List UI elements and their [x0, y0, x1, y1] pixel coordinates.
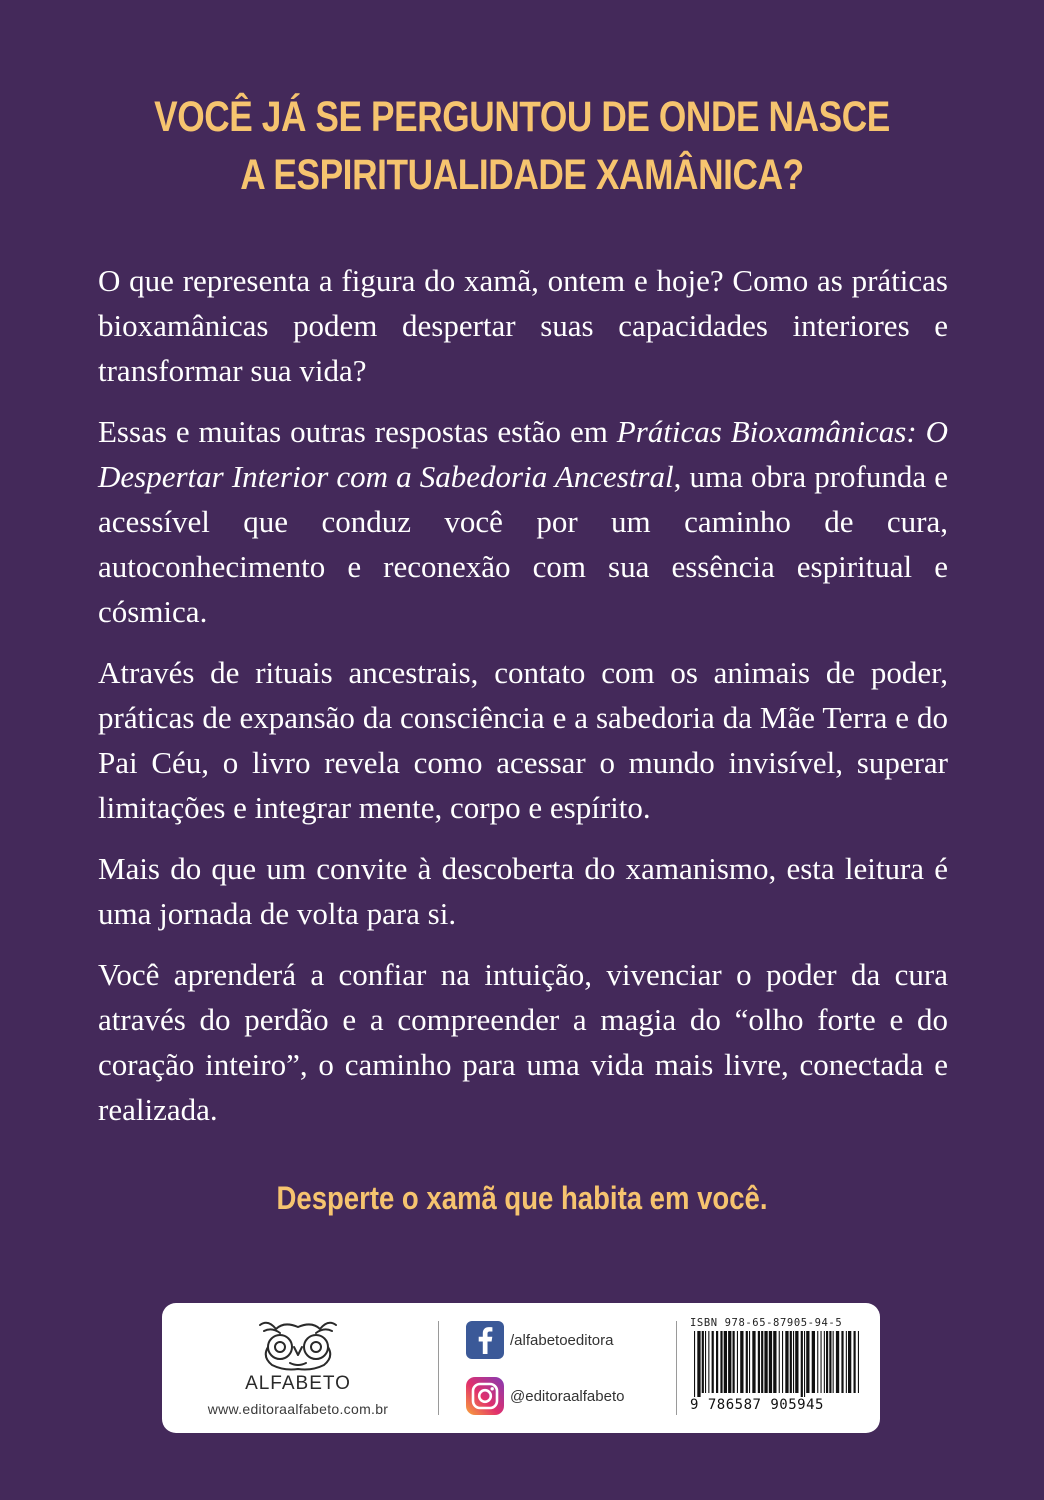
- barcode-bar: [752, 1331, 755, 1393]
- barcode-bar: [761, 1331, 763, 1393]
- synopsis: [98, 258, 948, 1132]
- instagram-icon: [466, 1377, 504, 1415]
- paragraph-5: Você aprenderá a confiar na intuição, vivenciar o poder da cura através do perdão e a compreender a magia do “olho forte e do coração inteiro”, o caminho para uma vida mais livre, conectada e realizada.: [98, 957, 948, 1127]
- barcode-bar: [782, 1331, 783, 1393]
- barcode-bar: [769, 1331, 772, 1393]
- barcode-icon: [690, 1331, 866, 1397]
- barcode-bar: [841, 1331, 843, 1393]
- barcode-bar: [806, 1331, 809, 1393]
- barcode-bar: [854, 1331, 856, 1393]
- website-link[interactable]: www.editoraalfabeto.com.br: [207, 1401, 389, 1417]
- barcode-bar: [746, 1331, 748, 1393]
- facebook-icon: [466, 1321, 504, 1359]
- barcode-bar: [697, 1331, 700, 1397]
- barcode-bar: [733, 1331, 735, 1393]
- barcode-bar: [737, 1331, 738, 1393]
- barcode-bar: [716, 1331, 718, 1393]
- tagline: Desperte o xamã que habita em você.: [276, 1180, 768, 1216]
- barcode-bar: [779, 1331, 780, 1393]
- barcode-bar: [858, 1331, 859, 1393]
- publisher-logo: [178, 1313, 418, 1425]
- barcode-bar: [728, 1331, 731, 1393]
- barcode-bar: [720, 1331, 722, 1393]
- headline-line-1: VOCÊ JÁ SE PERGUNTOU DE ONDE NASCE: [154, 93, 890, 141]
- isbn-label: ISBN 978-65-87905-94-5: [690, 1317, 843, 1329]
- barcode-bar: [826, 1331, 828, 1393]
- barcode-bar: [764, 1331, 767, 1393]
- barcode-bar: [705, 1331, 706, 1393]
- headline: [94, 88, 950, 204]
- barcode-bar: [712, 1331, 714, 1393]
- instagram-handle: @editoraalfabeto: [510, 1387, 625, 1405]
- brand-name: ALFABETO: [245, 1373, 351, 1394]
- instagram-link[interactable]: [466, 1377, 624, 1415]
- headline-line-2: A ESPIRITUALIDADE XAMÂNICA?: [240, 151, 804, 199]
- owl-logo-icon: [250, 1317, 346, 1371]
- barcode-bar: [749, 1331, 750, 1393]
- paragraph-1: O que representa a figura do xamã, ontem e hoje? Como as práticas bioxamânicas podem despertar suas capacidades interiores e transformar sua vida?: [98, 263, 948, 388]
- barcode-bar: [801, 1331, 803, 1397]
- paragraph-2-intro: Essas e muitas outras respostas estão em: [98, 414, 617, 449]
- isbn-barcode: [690, 1317, 866, 1421]
- barcode-bar: [848, 1331, 851, 1393]
- barcode-bar: [724, 1331, 727, 1393]
- barcode-bar: [694, 1331, 695, 1397]
- barcode-bar: [821, 1331, 822, 1393]
- barcode-bar: [708, 1331, 709, 1393]
- facebook-handle: /alfabetoeditora: [510, 1331, 614, 1349]
- barcode-bar: [836, 1331, 839, 1393]
- paragraph-2-rest: , uma obra profunda e acessível que conduz você por um caminho de cura, autoconhecimento e reconexão com sua essência espiritual e cósmica.: [98, 459, 949, 629]
- barcode-bar: [740, 1331, 743, 1393]
- barcode-bar: [793, 1331, 794, 1393]
- barcode-bar: [785, 1331, 788, 1393]
- barcode-bar: [812, 1331, 815, 1393]
- barcode-bar: [833, 1331, 834, 1393]
- barcode-bar: [829, 1331, 831, 1393]
- barcode-bar: [817, 1331, 818, 1393]
- barcode-number: 9 786587 905945: [690, 1397, 824, 1413]
- paragraph-3: Através de rituais ancestrais, contato com os animais de poder, práticas de expansão da consciência e a sabedoria da Mãe Terra e do Pai Céu, o livro revela como acessar o mundo invisível, superar limitações e integrar mente, corpo e espírito.: [98, 655, 948, 825]
- footer-divider: [438, 1321, 439, 1415]
- facebook-link[interactable]: [466, 1321, 613, 1359]
- barcode-bar: [824, 1331, 825, 1393]
- barcode-bar: [773, 1331, 776, 1393]
- barcode-bar: [790, 1331, 792, 1393]
- paragraph-4: Mais do que um convite à descoberta do xamanismo, esta leitura é uma jornada de volta para si.: [98, 851, 948, 931]
- paragraph-2: [98, 409, 948, 634]
- barcode-bar: [758, 1331, 760, 1393]
- barcode-bar: [702, 1331, 704, 1393]
- barcode-bar: [795, 1331, 798, 1393]
- book-title: Práticas Bioxamânicas: O Despertar Interior com a Sabedoria Ancestral: [98, 414, 949, 494]
- publisher-footer: [162, 1303, 880, 1433]
- barcode-bar: [804, 1331, 805, 1397]
- barcode-bar: [846, 1331, 847, 1393]
- footer-divider: [676, 1321, 677, 1415]
